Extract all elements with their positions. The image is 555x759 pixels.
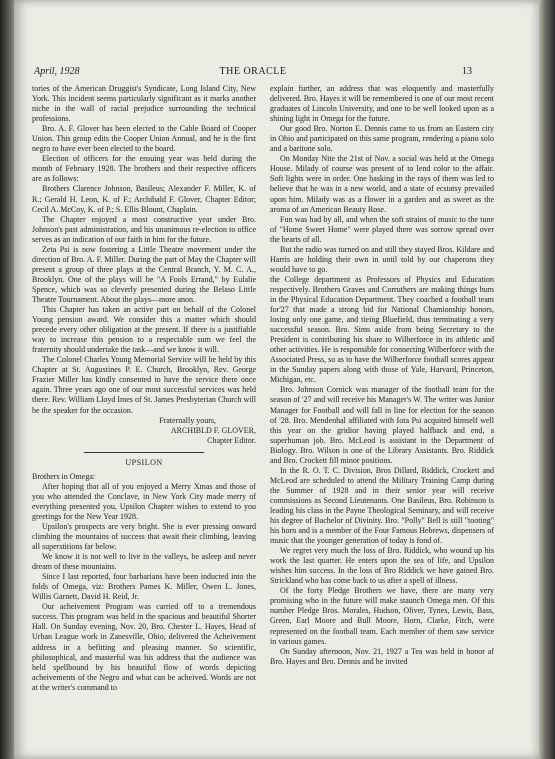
running-header [34,66,472,80]
book-spine-left [0,0,14,759]
paragraph: Of the forty Pledge Brothers we have, there are many very promising who in the future will make staunch Omega men. Of this number Pledge Bros. Morales, Hudson, Oliver, Tynes, Lewis, Bass, Green, Earl Moore and Bull Moore, Horn, Clarke, Fitch, were represented on the football team. Each member of them saw service in various games. [270,586,494,646]
paragraph: We regret very much the loss of Bro. Riddick, who wound up his work the last quarter. He enters upon the sea of life, and Upsilon wishes him success. In the loss of Bro Riddick we have gained Bro. Strickland who has come back to us after a spell of illness. [270,546,494,586]
paragraph: Fun was had by all, and when the soft strains of music to the tune of "Home Sweet Home" were played there was sorrow spread over the hearts of all. [270,214,494,244]
signoff-closing: Fraternally yours, [159,415,216,425]
signoff-role: Chapter Editor. [207,435,256,445]
issue-date: April, 1928 [34,66,80,77]
paragraph: In the R. O. T. C. Division, Bros Dillard, Riddick, Crockett and McLeod are scheduled to attend the Military Training Camp during the Summer of 1928 and in their senior year will receive commissions as Second Lieutenants. One Basileus, Bro. Robinson is leading his class in the Payne Theological Seminary, and will receive his degree of Bachelor of Divinity. Bro. "Polly" Bell is still "tooting" his horn and is a member of the Four Famous Hebrews, dispensers of music that the younger generation of today is fond of. [270,465,494,546]
book-page-stack-right [539,0,555,759]
paragraph: Our good Bro. Norton E. Dennis came to us from an Eastern city in Ohio and participated on this same program, rendering a piano solo and a baritone solo. [270,124,494,154]
paragraph: Zeta Psi is now fostering a Little Theatre movement under the direction of Bro. A. F. Miller. During the part of May the Chapter will present a group of three plays at the Central Branch, Y. M. C. A., Brooklyn. One of the plays will be "A Fools Errand," by Eulalie Spence, which was so cleverly presented during the Belaso Little Theatre Tournament. About the plays—more anon. [32,244,256,304]
paragraph: This Chapter has taken an active part on behalf of the Colonel Young pension award. We consider this a matter which should precede every other obligation at the present. If there is a justifiable way to increase this pension to a respectable sum we feel the fraternity should undertake the task—and we know it will. [32,305,256,355]
paragraph: Bro. Johnson Cornick was manager of the football team for the season of '27 and will receive his Manager's W. The writer was Junior Manager for Football and will fall in line for election for the season of '28. Bro. Mendenhal affiliated with Iota Psi acquited himself well this year on the gridior having played halfback and end, a superhuman job. Bro. McLeod is assistant in the Department of Biology. Bro. Wilson is one of the Library Assistants. Bro. Riddick and Bro. Crockett fill minor positions. [270,385,494,465]
paragraph: Brothers Clarence Johnson, Basileus; Alexander F. Miller, K. of R.; Gerald H. Leon, K. of F.; Archibald F. Glover, Chapter Editor; Cecil A. McCoy, K. of P.; S. Ellis Blount, Chaplain. [32,184,256,214]
left-column [32,84,256,693]
salutation: Brothers in Omega: [32,471,96,481]
signoff-name: ARCHIBLD F. GLOVER, [170,425,256,435]
paragraph: Bro. A. F. Glover has been elected to the Cable Board of Cooper Union. This group edits the Cooper Union Annual, and he is the first negro to have ever been elected to the board. [32,124,256,154]
paragraph: We know it is not well to live in the valleys, be asleep and never dream of these mountains. [32,552,256,572]
section-title: UPSILON [125,457,163,467]
paragraph: Since I last reported, four barbarians have been inducted into the folds of Omega, viz: Brothers Pames K. Miller, Owen L. Jones, Willis Garnett, David H. Reid, Jr. [32,572,256,602]
paragraph: tories of the American Druggist's Syndicate, Long Island City, New York. This incident seems particularly significant as it marks another niche in the wall of racial prejudice surrounding the technical professions. [32,84,256,124]
paragraph: On Sunday afternoon, Nov. 21, 1927 a Tea was held in honor af Bro. Hayes and Bro. Dennis and he invited [270,646,494,666]
paragraph: The Colonel Charles Young Memorial Service will be held by this Chapter at St. Augustines P. E. Church, Brooklyn, Rev. George Frazier Miller has kindly consented to have the service there once again. Three years ago one of our most successful services was held there. Rev. William Lloyd Imes of St. James Presbyterian Church will be the speaker for the occasion. [32,355,256,415]
paragraph: explain further, an address that was eloquently and masterfully delivered. Bro. Hayes it will be remembered is one of our most recent graduates of Lincoln University, and one to be well looked upon as a shining light in Omega for the future. [270,84,494,124]
paragraph: the College department as Professors of Physics and Education respectively. Brothers Graves and Corruthers are making things hum in the Physical Education Department. They coached a football team for'27 that made a strong bid for National Chamionship honors, losing only one game, and tieing Bluefield, thus terminating a very successful season. Bro. Sims aside from being Secretary to the President is contributing his share to Wilberforce in its athletic and other activities. He is responsible for connecting Wilberforce with the Associated Press, so as to have the Wilberforce football scores appear in the Sunday papers along with those of Yale, Harvard, Princeton, Michigan, etc. [270,274,494,385]
right-column [270,84,494,667]
paragraph: Upsilon's prospects are very bright. She is ever pressing onward climbing the mountains of success that await their climbing, leaving all superstitions far below. [32,521,256,552]
paragraph: After hoping that all of you enjoyed a Merry Xmas and those of you who attended the Conclave, in New York City made merry of everything presented you, Upsilon Chapter wishes to extend to you greetings for the New Year 1928. [32,481,256,521]
publication-title: THE ORACLE [219,66,287,77]
section-divider [84,452,204,453]
paragraph: On Monday Nite the 21st of Nov. a social was held at the Omega House. Milady of course was present of to lend color to the affair. Soft lights were in order. One basking in the rays of them was led to believe that he was in a new world, and a state of ecstatsy prevailed upon him. Milady was as a flower in a garden and as sweet as the aroma of an American Beauty Rose. [270,154,494,214]
page-number: 13 [462,66,472,77]
magazine-page [14,0,539,759]
paragraph: Our acheivement Program was carried off to a tremendous success. This program was held in the spacious and beautiful Shorter Hall. On Sunday evening, Nov. 20, Bro. Chester L. Hayes, Head of Urban League work in Zanesville, Ohio, delivered the Acheivement address in a befitting and pleasing manner. So scientific, philosophical, and masterful was his address that the audience was held spellbound by his beautiful flow of words depicting acheivements of the Negro and what can be acheived. Words are not at the writer's command to [32,602,256,692]
paragraph: But the radio was turned on and still they stayed Bros. Kildare and Harris are holding their own in until told by our chaperons they would have to go. [270,244,494,274]
paragraph: The Chapter enjoyed a most constructive year under Bro. Johnson's past administration, and his unanimous re-election to office serves as an indication of our faith in him for the future. [32,214,256,244]
paragraph: Election of officers for the ensuing year was held during the month of February 1928. The brothers and their respective officers are as follows: [32,154,256,184]
